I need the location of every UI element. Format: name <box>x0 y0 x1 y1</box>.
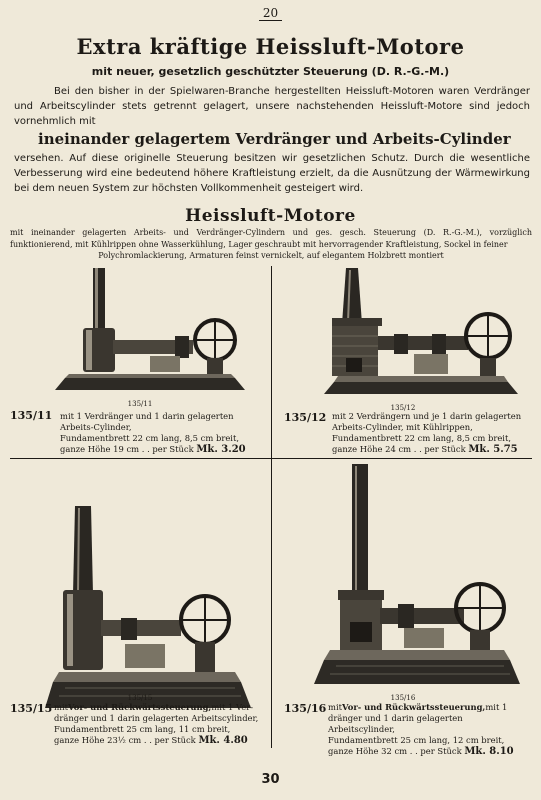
height-text: ganze Höhe 24 cm . . per Stück <box>332 444 466 454</box>
catalog-number: 135/11 <box>10 409 53 422</box>
desc-line-3: Fundamentbrett 22 cm lang, 8,5 cm breit, <box>60 433 239 443</box>
continuation-paragraph: versehen. Auf diese originelle Steuerung besitzen wir gesetzlichen Schutz. Durch die wesentliche Verbesserung wird eine bedeutend höhere Kraftleistung erzielt, da die Ausnützung der Wärmewirkung bei dem neuen System zur höchsten Vollkommenheit gesteigert wird. <box>14 153 530 194</box>
steam-engine-illustration-135-11 <box>55 266 255 396</box>
page-subtitle: mit neuer, gesetzlich geschützter Steuerung (D. R.-G.-M.) <box>91 65 450 78</box>
section-description <box>10 227 532 262</box>
desc-line-3: Fundamentbrett 22 cm lang, 8,5 cm breit, <box>332 433 511 443</box>
grid-vertical-divider <box>271 266 272 748</box>
desc-line-1-bold: Vor- und Rückwärtssteuerung, <box>68 702 212 712</box>
steam-engine-illustration-135-16 <box>314 460 524 692</box>
emphasis-heading: ineinander gelagertem Verdränger und Arbeits-Cylinder <box>38 130 511 148</box>
price: Mk. 4.80 <box>198 735 248 746</box>
desc-line-1-prefix: mit <box>328 702 342 712</box>
desc-line-3: Fundamentbrett 25 cm lang, 12 cm breit, <box>328 735 505 745</box>
desc-line-2: Arbeits-Cylinder, mit Kühlrippen, <box>332 422 473 432</box>
section-title: Heissluft-Motore <box>185 206 356 226</box>
desc-line-4 <box>60 444 272 455</box>
desc-line-2: Arbeits-Cylinder, <box>60 422 132 432</box>
product-135-16 <box>274 460 532 757</box>
desc-line-2: dränger und 1 darin gelagerten Arbeitscylinder, <box>328 713 463 734</box>
model-number: 135/12 <box>390 404 416 412</box>
model-number: 135/11 <box>127 400 153 408</box>
page-number-top: 20 <box>0 6 541 21</box>
desc-line-4 <box>328 746 532 757</box>
height-text: ganze Höhe 23½ cm . . per Stück <box>54 735 196 745</box>
model-number: 135/15 <box>127 694 153 702</box>
steam-engine-illustration-135-12 <box>324 266 524 401</box>
height-text: ganze Höhe 19 cm . . per Stück <box>60 444 194 454</box>
price: Mk. 5.75 <box>468 444 518 455</box>
price: Mk. 3.20 <box>196 444 246 455</box>
product-description <box>332 411 532 455</box>
catalog-number: 135/15 <box>10 702 53 715</box>
model-number: 135/16 <box>390 694 416 702</box>
desc-line-1 <box>54 702 274 713</box>
desc-line-1-suffix: mit 1 <box>485 702 508 712</box>
grid-horizontal-divider <box>10 458 532 459</box>
desc-line-1-suffix: mit 1 Ver- <box>211 702 254 712</box>
desc-line-1: mit 2 Verdrängern und je 1 darin gelagerten <box>332 411 522 421</box>
product-135-12 <box>274 266 532 456</box>
section-description-last-line: Polychromlackierung, Armaturen feinst vernickelt, auf elegantem Holzbrett montiert <box>98 251 444 260</box>
catalog-number: 135/16 <box>284 702 327 715</box>
price: Mk. 8.10 <box>464 746 514 757</box>
page-number-bottom: 30 <box>261 772 280 787</box>
desc-line-2: dränger und 1 darin gelagerten Arbeitscylinder, <box>54 713 259 723</box>
product-description <box>54 702 274 746</box>
product-135-15 <box>10 460 270 748</box>
desc-line-1 <box>328 702 532 713</box>
desc-line-1-prefix: mit <box>54 702 68 712</box>
page-title: Extra kräftige Heissluft-Motore <box>76 34 465 59</box>
desc-line-4 <box>54 735 274 746</box>
product-description <box>60 411 272 455</box>
product-description <box>328 702 532 757</box>
height-text: ganze Höhe 32 cm . . per Stück <box>328 746 462 756</box>
catalog-number: 135/12 <box>284 411 327 424</box>
product-135-11 <box>10 266 270 456</box>
desc-line-1-bold: Vor- und Rückwärtssteuerung, <box>342 702 486 712</box>
section-description-text: mit ineinander gelagerten Arbeits- und Verdränger-Cylindern und ges. gesch. Steuerung (D. R.-G.-M.), vorzüglich funktionierend, mit Kühlrippen ohne Wasserkühlung, Lager geschraubt mit hervorragender Kraftleistung, Sockel in feiner <box>10 228 532 249</box>
desc-line-1: mit 1 Verdränger und 1 darin gelagerten <box>60 411 234 421</box>
desc-line-4 <box>332 444 532 455</box>
intro-paragraph: Bei den bisher in der Spielwaren-Branche hergestellten Heissluft-Motoren waren Verdränger und Arbeitscylinder stets getrennt gelagert, unsere nachstehenden Heissluft-Motore sind jedoch vornehmlich mit <box>14 86 530 127</box>
desc-line-3: Fundamentbrett 25 cm lang, 11 cm breit, <box>54 724 231 734</box>
